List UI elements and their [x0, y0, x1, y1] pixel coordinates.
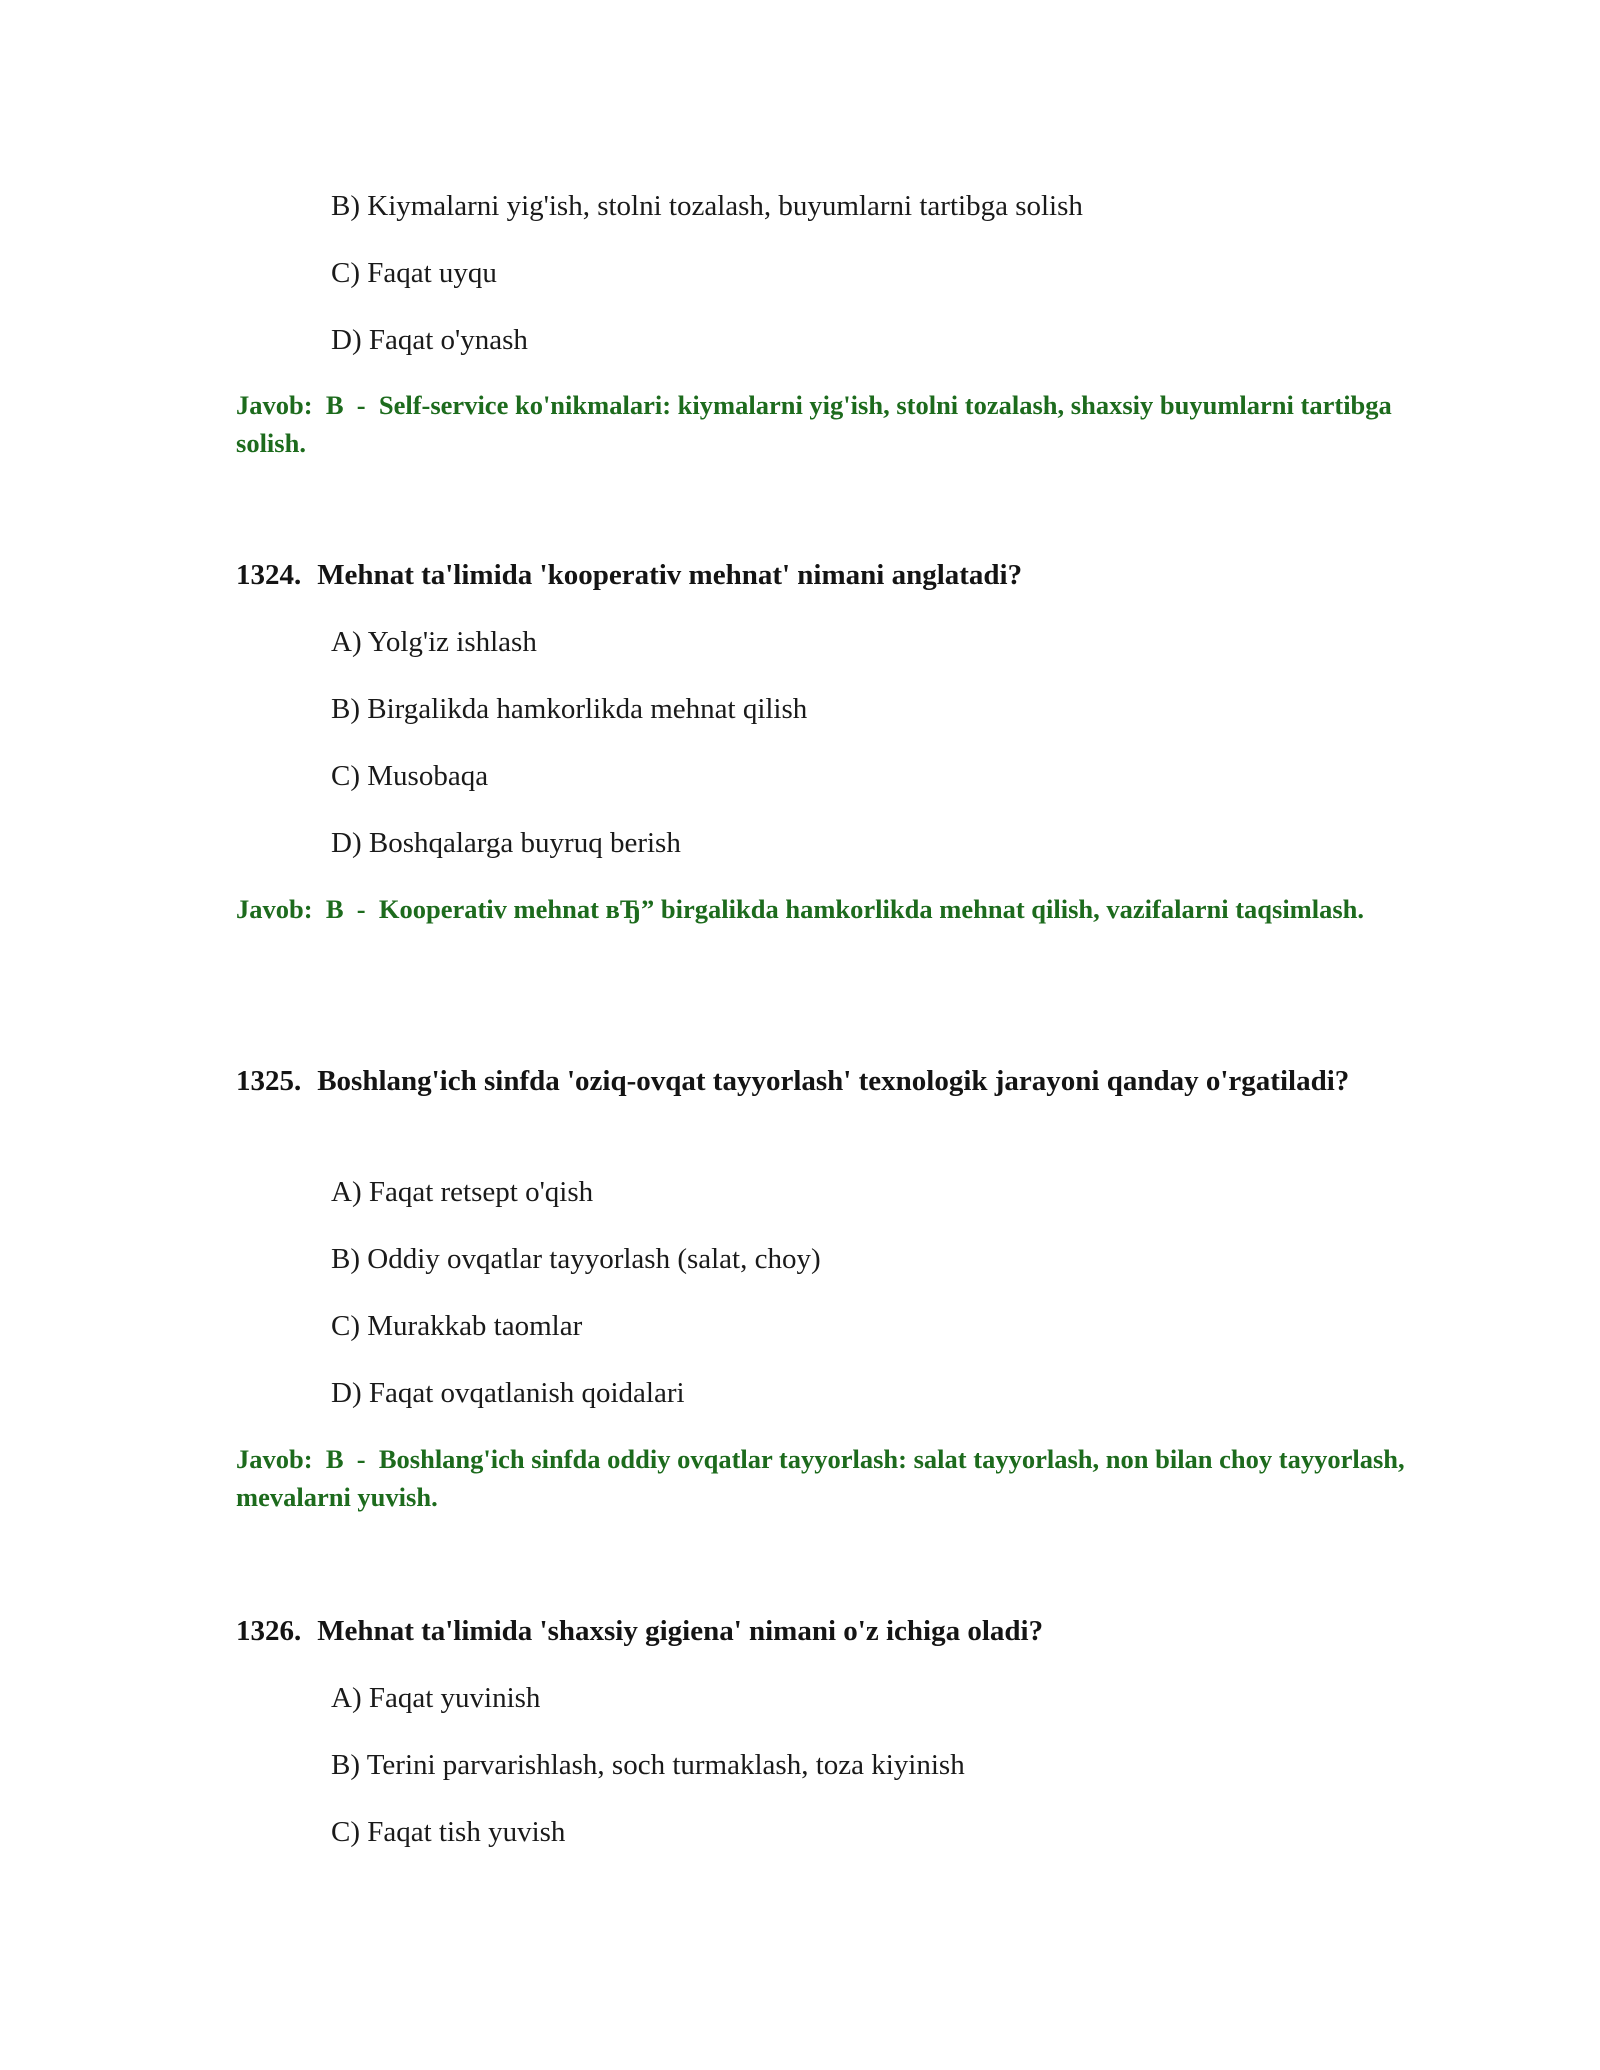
question-text: Boshlang'ich sinfda 'oziq-ovqat tayyorlash' texnologik jarayoni qanday o'rgatiladi?	[317, 1065, 1350, 1097]
answer-letter: B	[325, 894, 344, 924]
answer-text: Kooperativ mehnat вЂ” birgalikda hamkorlikda mehnat qilish, vazifalarni taqsimlash.	[378, 894, 1365, 924]
question-text: Mehnat ta'limida 'kooperativ mehnat' nimani anglatadi?	[317, 559, 1023, 591]
question-number: 1326.	[236, 1615, 302, 1647]
question-1326	[236, 1611, 1416, 1652]
answer-label: Javob:	[236, 1444, 313, 1474]
answer-separator: -	[356, 1444, 366, 1474]
option-c: C) Musobaqa	[331, 760, 489, 792]
answer-separator: -	[356, 894, 366, 924]
option-c: C) Faqat uyqu	[331, 257, 497, 289]
answer-separator: -	[356, 390, 366, 420]
answer-label: Javob:	[236, 894, 313, 924]
answer-label: Javob:	[236, 390, 313, 420]
option-d: D) Faqat o'ynash	[331, 324, 528, 356]
option-b: B) Birgalikda hamkorlikda mehnat qilish	[331, 693, 808, 725]
question-1325	[236, 1061, 1416, 1102]
option-b: B) Kiymalarni yig'ish, stolni tozalash, buyumlarni tartibga solish	[331, 190, 1083, 222]
answer-letter: B	[325, 390, 344, 420]
option-a: A) Faqat retsept o'qish	[331, 1176, 594, 1208]
answer-block	[236, 386, 1416, 462]
answer-text: Self-service ko'nikmalari: kiymalarni yig'ish, stolni tozalash, shaxsiy buyumlarni tartibga solish.	[236, 390, 1392, 458]
option-a: A) Faqat yuvinish	[331, 1682, 541, 1714]
answer-block	[236, 1440, 1416, 1516]
question-1324	[236, 555, 1416, 596]
option-d: D) Boshqalarga buyruq berish	[331, 827, 681, 859]
answer-block	[236, 890, 1416, 928]
option-b: B) Oddiy ovqatlar tayyorlash (salat, choy)	[331, 1243, 821, 1275]
question-text: Mehnat ta'limida 'shaxsiy gigiena' nimani o'z ichiga oladi?	[317, 1615, 1044, 1647]
question-number: 1325.	[236, 1065, 302, 1097]
option-a: A) Yolg'iz ishlash	[331, 626, 537, 658]
option-c: C) Murakkab taomlar	[331, 1310, 583, 1342]
option-c: C) Faqat tish yuvish	[331, 1816, 566, 1848]
answer-text: Boshlang'ich sinfda oddiy ovqatlar tayyorlash: salat tayyorlash, non bilan choy tayyorlash, mevalarni yuvish.	[236, 1444, 1405, 1512]
option-d: D) Faqat ovqatlanish qoidalari	[331, 1377, 685, 1409]
option-b: B) Terini parvarishlash, soch turmaklash, toza kiyinish	[331, 1749, 965, 1781]
answer-letter: B	[325, 1444, 344, 1474]
question-number: 1324.	[236, 559, 302, 591]
